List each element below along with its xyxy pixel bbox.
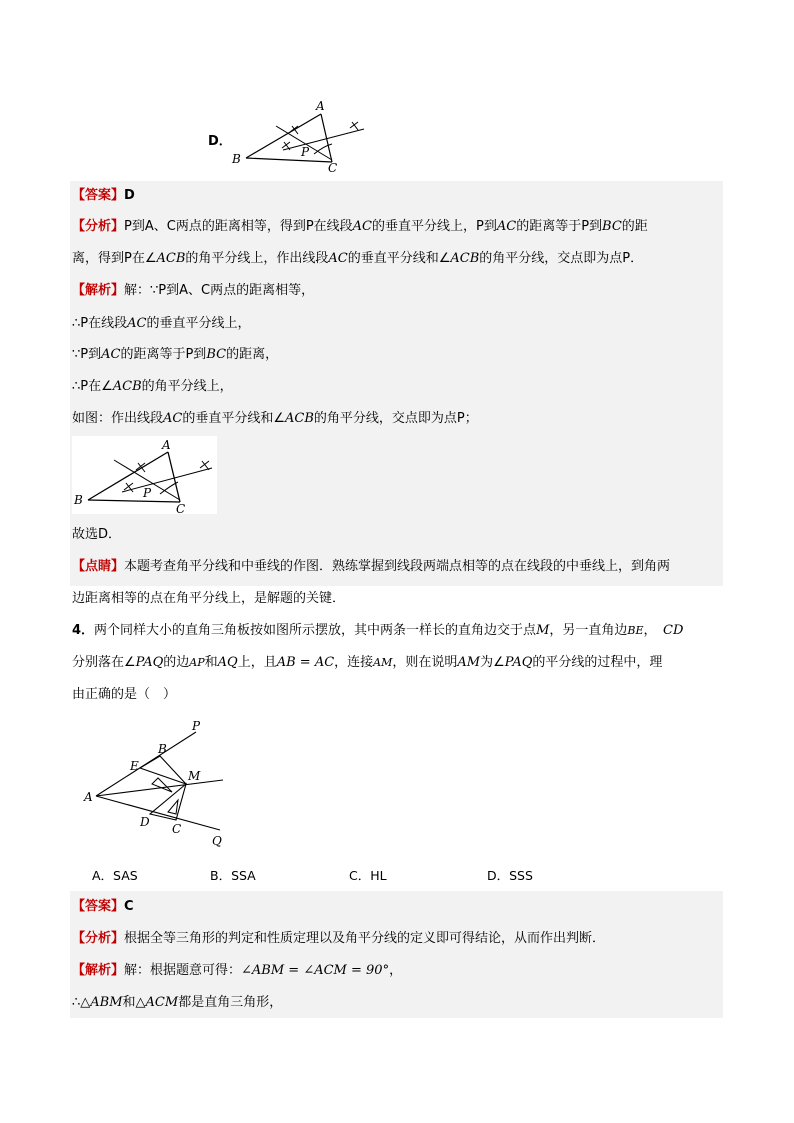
q4-stem-line2: 分别落在∠PAQ的边AP和AQ上，且AB = AC，连接AM，则在说明AM为∠PAQ的平分线的过程中，理 <box>72 655 663 670</box>
q3-solution-line5: 如图：作出线段AC的垂直平分线和∠ACB的角平分线，交点即为点P； <box>72 411 478 426</box>
label-Q: Q <box>212 834 222 848</box>
option-d[interactable]: D．SSS <box>487 868 533 883</box>
label-A: A <box>316 99 325 113</box>
figure-q4 <box>78 712 238 852</box>
label-E: E <box>130 759 139 773</box>
q3-analysis-line2: 离，得到P在∠ACB的角平分线上，作出线段AC的垂直平分线和∠ACB的角平分线，交点即为点P． <box>72 251 644 266</box>
q3-solution-line2: ∴P在线段AC的垂直平分线上， <box>72 316 251 331</box>
figure-q3-option-d <box>228 96 378 176</box>
label-C: C <box>328 161 338 175</box>
label-C: C <box>176 502 186 514</box>
option-c[interactable]: C．HL <box>349 868 387 883</box>
label-B: B <box>232 152 241 166</box>
q3-solution-line3: ∵P到AC的距离等于P到BC的距离， <box>72 347 279 362</box>
q4-answer: 【答案】C <box>72 899 134 914</box>
q3-answer: 【答案】D <box>72 188 135 203</box>
q4-analysis: 【分析】根据全等三角形的判定和性质定理以及角平分线的定义即可得结论，从而作出判断． <box>72 931 606 946</box>
label-A: A <box>84 790 93 804</box>
label-B: B <box>158 742 167 756</box>
q4-stem-line1: 4．两个同样大小的直角三角板按如图所示摆放，其中两条一样长的直角边交于点M，另一直角边BE， CD <box>72 623 684 638</box>
label-C: C <box>172 822 182 836</box>
q4-solution-line1: 【解析】解：根据题意可得：∠ABM = ∠ACM = 90°， <box>72 963 403 978</box>
label-M: M <box>188 769 201 783</box>
q3-comment-line2: 边距离相等的点在角平分线上，是解题的关键． <box>72 591 346 606</box>
label-P: P <box>192 719 201 733</box>
option-d-letter: D． <box>208 134 232 149</box>
label-D: D <box>140 815 150 829</box>
q4-stem-line3: 由正确的是（ ） <box>72 687 177 702</box>
option-a[interactable]: A．SAS <box>92 868 138 883</box>
q3-solution-line4: ∴P在∠ACB的角平分线上， <box>72 379 233 394</box>
label-P: P <box>143 486 152 500</box>
figure-q3-solution <box>72 436 217 514</box>
q3-solution-line1: 【解析】解：∵P到A、C两点的距离相等， <box>72 283 315 298</box>
q3-comment-line1: 【点睛】本题考查角平分线和中垂线的作图．熟练掌握到线段两端点相等的点在线段的中垂线上，到角两 <box>72 559 671 574</box>
label-P: P <box>301 145 310 159</box>
label-B: B <box>74 493 83 507</box>
label-A: A <box>162 438 171 452</box>
q4-solution-line2: ∴△ABM和△ACM都是直角三角形， <box>72 995 283 1010</box>
q3-analysis-line1: 【分析】P到A、C两点的距离相等，得到P在线段AC的垂直平分线上，P到AC的距离等于P到BC的距 <box>72 219 648 234</box>
q3-choose: 故选D． <box>72 527 122 542</box>
option-b[interactable]: B．SSA <box>210 868 256 883</box>
